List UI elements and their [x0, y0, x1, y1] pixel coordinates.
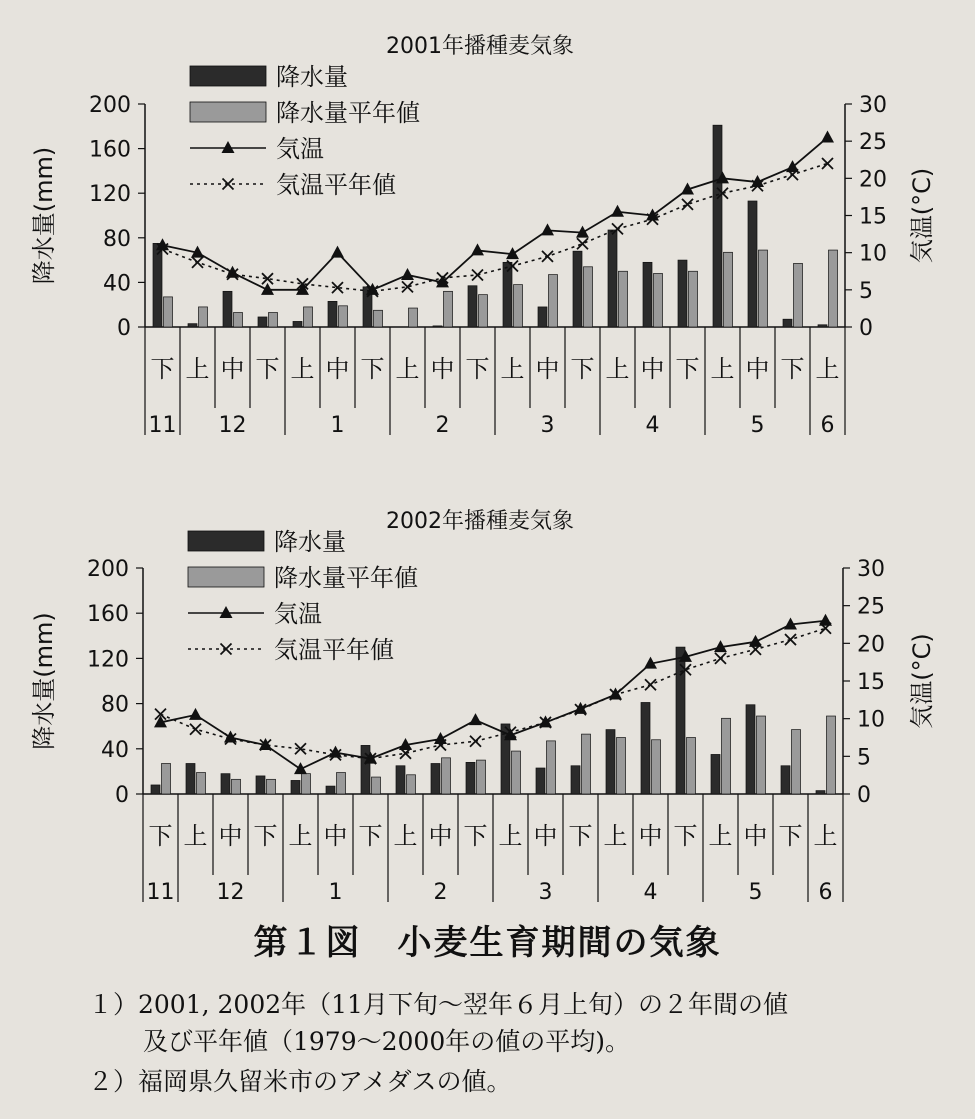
bar-precip — [713, 125, 722, 327]
month-label: 2 — [435, 413, 450, 438]
chart-2002 — [30, 509, 936, 905]
x-tick-label: 上 — [500, 355, 525, 383]
x-tick-label: 上 — [708, 822, 733, 850]
bar-precip — [783, 319, 792, 327]
temp-normal-point — [715, 653, 726, 664]
bar-precip-normal — [722, 718, 731, 794]
x-tick-label: 下 — [675, 355, 700, 383]
x-tick-label: 上 — [288, 822, 313, 850]
bar-precip-normal — [827, 716, 836, 794]
x-tick-label: 下 — [465, 355, 490, 383]
month-label: 6 — [818, 880, 833, 905]
y-tick-label: 120 — [89, 182, 131, 208]
y-tick-label: 160 — [87, 602, 129, 628]
month-label: 4 — [643, 880, 658, 905]
bar-precip — [293, 321, 302, 327]
y2-tick-label: 20 — [859, 167, 887, 193]
x-tick-label: 上 — [185, 355, 210, 383]
bar-precip — [466, 762, 475, 794]
bar-precip — [326, 786, 335, 794]
legend — [188, 528, 418, 664]
bar-precip — [256, 776, 265, 794]
month-label: 2 — [433, 880, 448, 905]
x-tick-label: 下 — [568, 822, 593, 850]
bar-precip-normal — [372, 777, 381, 794]
month-label: 5 — [750, 413, 765, 438]
bar-precip — [676, 647, 685, 794]
temp-point — [294, 762, 307, 774]
month-label: 6 — [820, 413, 835, 438]
y2-tick-label: 15 — [857, 670, 885, 695]
x-tick-label: 下 — [148, 822, 173, 850]
chart-2001 — [30, 34, 936, 438]
bar-precip-normal — [304, 307, 313, 327]
bar-precip-normal — [724, 252, 733, 327]
x-tick-label: 中 — [325, 355, 350, 383]
y-tick-label: 200 — [87, 557, 129, 582]
bar-precip — [608, 230, 617, 327]
bar-precip — [291, 780, 300, 794]
note-2: ２）福岡県久留米市のアメダスの値。 — [88, 1067, 512, 1096]
temp-normal-point — [577, 238, 588, 249]
bar-precip-normal — [794, 263, 803, 327]
temp-point — [224, 731, 237, 743]
x-tick-label: 上 — [395, 355, 420, 383]
month-label: 3 — [540, 413, 555, 438]
x-tick-label: 下 — [150, 355, 175, 383]
temp-normal-point — [822, 158, 833, 169]
y2-tick-label: 30 — [859, 93, 887, 118]
bar-precip — [571, 766, 580, 794]
bar-precip-normal — [444, 291, 453, 327]
y2-tick-label: 15 — [859, 204, 887, 230]
legend-swatch — [188, 567, 264, 587]
y2-tick-label: 5 — [857, 745, 871, 771]
temp-point — [471, 243, 484, 255]
x-tick-label: 下 — [255, 355, 280, 383]
month-label: 11 — [148, 413, 177, 438]
x-tick-label: 下 — [360, 355, 385, 383]
bar-precip-normal — [619, 271, 628, 327]
bar-precip — [746, 705, 755, 794]
bar-precip-normal — [652, 740, 661, 794]
legend-swatch — [190, 66, 266, 86]
bar-precip-normal — [759, 250, 768, 327]
y-tick-label: 200 — [89, 93, 131, 118]
x-tick-label: 上 — [813, 822, 838, 850]
bar-precip-normal — [514, 285, 523, 327]
bar-precip — [433, 326, 442, 327]
legend-label: 気温 — [274, 600, 322, 628]
bar-precip-normal — [477, 760, 486, 794]
legend-swatch — [188, 531, 264, 551]
temp-point — [189, 708, 202, 720]
bar-precip-normal — [269, 313, 278, 327]
x-tick-label: 中 — [745, 355, 770, 383]
bar-precip-normal — [164, 297, 173, 327]
bar-precip — [816, 791, 825, 794]
x-tick-label: 下 — [570, 355, 595, 383]
x-tick-label: 下 — [358, 822, 383, 850]
bar-precip — [431, 763, 440, 794]
legend — [190, 63, 420, 199]
legend-marker — [222, 141, 235, 153]
legend-label: 降水量 — [276, 63, 348, 91]
temp-normal-point — [470, 736, 481, 747]
legend-label: 気温 — [276, 135, 324, 163]
note-1: １）2001, 2002年（11月下旬～翌年６月上旬）の２年間の値 — [88, 990, 788, 1019]
x-tick-label: 中 — [218, 822, 243, 850]
bar-precip — [151, 785, 160, 794]
bar-precip-normal — [512, 751, 521, 794]
temp-normal-point — [472, 269, 483, 280]
y2-axis-label: 気温(°C) — [908, 167, 936, 264]
legend-swatch — [190, 102, 266, 122]
month-label: 12 — [218, 413, 247, 438]
y2-tick-label: 20 — [857, 632, 885, 658]
bar-precip-normal — [409, 308, 418, 327]
chart-title: 2001年播種麦気象 — [386, 34, 574, 59]
temp-point — [261, 283, 274, 295]
bar-precip — [573, 251, 582, 327]
bar-precip-normal — [689, 271, 698, 327]
y-tick-label: 40 — [103, 271, 131, 297]
bar-precip-normal — [302, 774, 311, 794]
bar-precip-normal — [479, 295, 488, 327]
y2-tick-label: 25 — [859, 130, 887, 156]
figure-title: 第１図 小麦生育期間の気象 — [253, 923, 722, 963]
bar-precip — [678, 260, 687, 327]
bar-precip-normal — [582, 734, 591, 794]
temp-point — [821, 130, 834, 142]
temp-normal-point — [192, 257, 203, 268]
temp-normal-point — [612, 223, 623, 234]
y2-tick-label: 25 — [857, 594, 885, 620]
temp-normal-point — [645, 679, 656, 690]
month-label: 3 — [538, 880, 553, 905]
temp-point — [226, 266, 239, 278]
y-tick-label: 80 — [101, 692, 129, 718]
month-label: 12 — [216, 880, 245, 905]
month-label: 11 — [146, 880, 175, 905]
x-tick-label: 上 — [183, 822, 208, 850]
bar-precip — [221, 774, 230, 794]
y-tick-label: 120 — [87, 647, 129, 673]
month-label: 1 — [328, 880, 343, 905]
y2-tick-label: 5 — [859, 278, 873, 304]
bar-precip — [818, 325, 827, 327]
bar-precip — [536, 768, 545, 794]
x-tick-label: 下 — [463, 822, 488, 850]
y2-tick-label: 10 — [859, 241, 887, 267]
temp-point — [331, 246, 344, 258]
bar-precip — [328, 301, 337, 327]
legend-label: 降水量 — [274, 528, 346, 556]
x-tick-label: 中 — [640, 355, 665, 383]
bar-precip-normal — [234, 313, 243, 327]
note-1-continued: 及び平年値（1979～2000年の値の平均)。 — [143, 1027, 631, 1056]
bar-precip-normal — [547, 741, 556, 794]
x-tick-label: 中 — [220, 355, 245, 383]
y2-axis-label: 気温(°C) — [908, 633, 936, 729]
bar-precip-normal — [687, 738, 696, 795]
bar-precip-normal — [232, 779, 241, 794]
bar-precip-normal — [617, 738, 626, 795]
y-axis-label: 降水量(mm) — [30, 146, 58, 285]
bar-precip — [186, 763, 195, 794]
x-tick-label: 中 — [323, 822, 348, 850]
x-tick-label: 上 — [815, 355, 840, 383]
x-tick-label: 上 — [710, 355, 735, 383]
chart-title: 2002年播種麦気象 — [386, 509, 574, 534]
x-tick-label: 上 — [290, 355, 315, 383]
bar-precip-normal — [584, 267, 593, 327]
x-tick-label: 下 — [673, 822, 698, 850]
month-label: 5 — [748, 880, 763, 905]
bar-precip-normal — [654, 273, 663, 327]
bar-precip-normal — [442, 758, 451, 794]
bar-precip — [641, 702, 650, 794]
temp-normal-point — [682, 199, 693, 210]
temp-point — [541, 223, 554, 235]
y-tick-label: 160 — [89, 137, 131, 163]
legend-label: 降水量平年値 — [274, 564, 418, 592]
bar-precip — [781, 766, 790, 794]
bar-precip — [538, 307, 547, 327]
x-tick-label: 上 — [605, 355, 630, 383]
temp-point — [434, 732, 447, 744]
bar-precip-normal — [339, 306, 348, 327]
bar-precip — [223, 291, 232, 327]
x-tick-label: 下 — [780, 355, 805, 383]
x-tick-label: 中 — [535, 355, 560, 383]
bar-precip-normal — [267, 779, 276, 794]
temp-point — [611, 205, 624, 217]
x-tick-label: 上 — [603, 822, 628, 850]
temp-point — [469, 713, 482, 725]
bar-precip-normal — [757, 716, 766, 794]
month-label: 4 — [645, 413, 660, 438]
x-tick-label: 上 — [498, 822, 523, 850]
x-tick-label: 中 — [533, 822, 558, 850]
legend-marker — [220, 606, 233, 618]
y2-tick-label: 30 — [857, 557, 885, 582]
y-tick-label: 0 — [115, 783, 129, 808]
temp-point — [401, 268, 414, 280]
bar-precip-normal — [197, 773, 206, 794]
y-tick-label: 80 — [103, 226, 131, 252]
bar-precip — [711, 754, 720, 794]
y2-tick-label: 0 — [859, 316, 873, 341]
x-tick-label: 下 — [778, 822, 803, 850]
temp-normal-point — [785, 634, 796, 645]
legend-label: 気温平年値 — [276, 171, 396, 199]
legend-label: 気温平年値 — [274, 636, 394, 664]
legend-label: 降水量平年値 — [276, 99, 420, 127]
bar-precip-normal — [337, 773, 346, 794]
bar-precip-normal — [792, 730, 801, 794]
y2-tick-label: 0 — [857, 783, 871, 808]
bar-precip-normal — [549, 275, 558, 327]
bar-precip — [606, 730, 615, 794]
bar-precip — [258, 317, 267, 327]
bar-precip — [396, 766, 405, 794]
x-tick-label: 上 — [393, 822, 418, 850]
x-tick-label: 下 — [253, 822, 278, 850]
y-axis-label: 降水量(mm) — [30, 612, 58, 750]
temp-normal-point — [190, 724, 201, 735]
y-tick-label: 40 — [101, 737, 129, 763]
bar-precip-normal — [407, 775, 416, 794]
bar-precip — [188, 324, 197, 327]
bar-precip-normal — [374, 310, 383, 327]
bar-precip — [748, 201, 757, 327]
x-tick-label: 中 — [428, 822, 453, 850]
bar-precip — [153, 243, 162, 327]
temp-normal-point — [542, 251, 553, 262]
x-tick-label: 中 — [638, 822, 663, 850]
y-tick-label: 0 — [117, 316, 131, 341]
y2-tick-label: 10 — [857, 707, 885, 733]
month-label: 1 — [330, 413, 345, 438]
bar-precip — [643, 262, 652, 327]
bar-precip-normal — [162, 763, 171, 794]
x-tick-label: 中 — [743, 822, 768, 850]
bar-precip — [468, 286, 477, 327]
x-tick-label: 中 — [430, 355, 455, 383]
bar-precip-normal — [829, 250, 838, 327]
bar-precip-normal — [199, 307, 208, 327]
